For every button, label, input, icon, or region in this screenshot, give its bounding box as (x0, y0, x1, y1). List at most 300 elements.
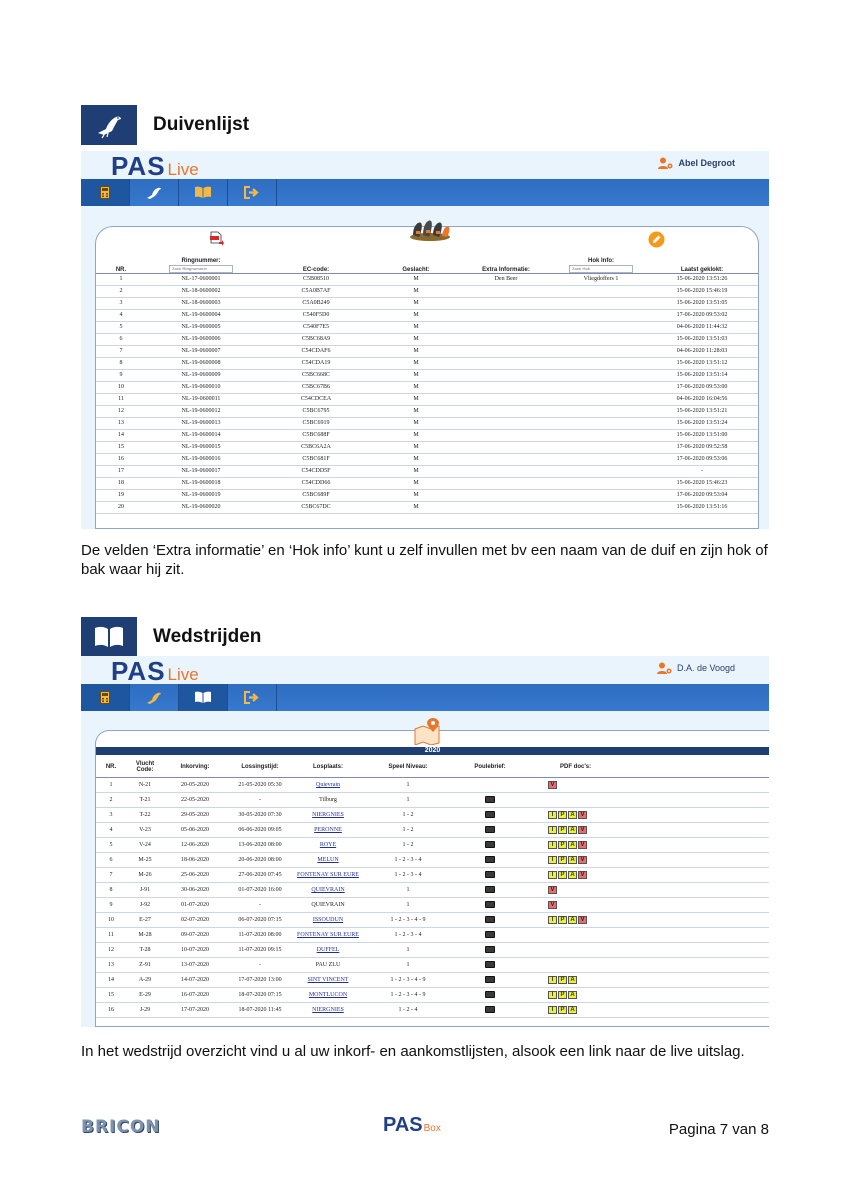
table-row[interactable] (96, 1002, 769, 1017)
col-poulebrief: Poulebrief: (454, 757, 526, 777)
col-last-clocked: Laatst geklokt: (646, 253, 758, 273)
cell-ec-code: C5BC668C (256, 369, 376, 381)
cell-last-clocked: 15-06-2020 13:51:21 (646, 405, 758, 417)
pdf-badge-p[interactable]: P (558, 826, 567, 834)
cell-inkorving: 22-05-2020 (164, 792, 226, 807)
cell-sex: M (376, 441, 456, 453)
poulebrief-icon[interactable] (485, 796, 495, 803)
cell-extra-info (456, 321, 556, 333)
cell-hok-info (556, 381, 646, 393)
col-hok-info: Hok Info: Zoek Hok (556, 253, 646, 273)
cell-pdf-docs (526, 927, 769, 942)
cell-pdf-docs (526, 777, 769, 792)
pdf-badge-a[interactable]: A (568, 856, 577, 864)
table-row[interactable] (96, 273, 758, 285)
pdf-badge-a[interactable]: A (568, 871, 577, 879)
pdf-badge-p[interactable]: P (558, 916, 567, 924)
cell-hok-info (556, 309, 646, 321)
table-row[interactable] (96, 927, 769, 942)
cell-losplaats[interactable]: NIERGNIES (294, 1002, 362, 1017)
cell-nr: 15 (96, 987, 126, 1002)
cell-sex: M (376, 369, 456, 381)
table-row[interactable] (96, 465, 758, 477)
open-book-icon (81, 617, 137, 657)
cell-speel-niveau: 1 - 2 - 3 - 4 - 9 (362, 987, 454, 1002)
pdf-badge-p[interactable]: P (558, 991, 567, 999)
cell-extra-info (456, 429, 556, 441)
table-header (96, 757, 769, 777)
cell-speel-niveau: 1 (362, 942, 454, 957)
cell-losplaats: PAU ZLU (294, 957, 362, 972)
cell-speel-niveau: 1 - 2 - 4 (362, 1002, 454, 1017)
user-settings-icon (658, 157, 672, 169)
cell-nr: 4 (96, 309, 146, 321)
cell-lossing: 06-07-2020 07:15 (226, 912, 294, 927)
pdf-badge-a[interactable]: A (568, 976, 577, 984)
cell-losplaats[interactable]: NIERGNIES (294, 807, 362, 822)
cell-speel-niveau: 1 - 2 - 3 - 4 - 9 (362, 912, 454, 927)
map-pin-icon (413, 717, 443, 745)
cell-sex: M (376, 345, 456, 357)
poulebrief-icon[interactable] (485, 946, 495, 953)
edit-icon[interactable] (648, 231, 665, 248)
cell-losplaats[interactable]: PERONNE (294, 822, 362, 837)
pdf-badge-i[interactable]: I (548, 1006, 557, 1014)
pdf-badge-v[interactable]: V (548, 901, 557, 909)
cell-sex: M (376, 321, 456, 333)
cell-poulebrief (454, 912, 526, 927)
cell-nr: 20 (96, 501, 146, 513)
cell-ec-code: C5BC6919 (256, 417, 376, 429)
wedstrijden-screenshot (81, 656, 769, 1027)
cell-poulebrief (454, 987, 526, 1002)
poulebrief-icon[interactable] (485, 931, 495, 938)
cell-speel-niveau: 1 - 2 (362, 837, 454, 852)
pdf-badge-p[interactable]: P (558, 841, 567, 849)
cell-nr: 9 (96, 897, 126, 912)
nav-pigeons[interactable] (130, 684, 179, 711)
cell-nr: 10 (96, 912, 126, 927)
nav-competitions[interactable] (179, 684, 228, 711)
cell-hok-info (556, 393, 646, 405)
cell-lossing: 11-07-2020 09:15 (226, 942, 294, 957)
cell-nr: 11 (96, 393, 146, 405)
cell-ring: NL-19-0600017 (146, 465, 256, 477)
table-row[interactable] (96, 957, 769, 972)
pdf-badge-v[interactable]: V (578, 811, 587, 819)
table-row[interactable] (96, 285, 758, 297)
poulebrief-icon[interactable] (485, 1006, 495, 1013)
pdf-badge-a[interactable]: A (568, 916, 577, 924)
logout-icon (244, 186, 260, 199)
cell-ec-code: C5BC688F (256, 429, 376, 441)
pdf-badge-p[interactable]: P (558, 871, 567, 879)
pdf-badge-a[interactable]: A (568, 991, 577, 999)
duivenlijst-paragraph: De velden ‘Extra informatie’ en ‘Hok info’ kunt u zelf invullen met bv een naam van de duif en zijn hok of bak waar hij zit. (81, 542, 768, 578)
cell-extra-info (456, 465, 556, 477)
table-row[interactable] (96, 429, 758, 441)
poulebrief-icon[interactable] (485, 871, 495, 878)
cell-flight-code: J-92 (126, 897, 164, 912)
cell-pdf-docs (526, 1002, 769, 1017)
user-account[interactable] (658, 157, 735, 169)
cell-inkorving: 13-07-2020 (164, 957, 226, 972)
col-extra-info: Extra Informatie: (456, 253, 556, 273)
pdf-badge-i[interactable]: I (548, 826, 557, 834)
cell-hok-info (556, 333, 646, 345)
cell-inkorving: 18-06-2020 (164, 852, 226, 867)
cell-ring: NL-18-0600002 (146, 285, 256, 297)
pigeon-list-card (95, 226, 759, 529)
cell-ring: NL-18-0600003 (146, 297, 256, 309)
table-row[interactable] (96, 822, 769, 837)
table-row[interactable] (96, 882, 769, 897)
pdf-badges (548, 841, 587, 849)
table-row[interactable] (96, 852, 769, 867)
cell-pdf-docs (526, 822, 769, 837)
poulebrief-icon[interactable] (485, 916, 495, 923)
cell-losplaats: Tilburg (294, 792, 362, 807)
pdf-badge-p[interactable]: P (558, 811, 567, 819)
table-row[interactable] (96, 777, 769, 792)
pdf-badge-a[interactable]: A (568, 811, 577, 819)
table-row[interactable] (96, 987, 769, 1002)
cell-hok-info (556, 345, 646, 357)
cell-last-clocked: 15-06-2020 13:51:05 (646, 297, 758, 309)
pdf-badge-i[interactable]: I (548, 916, 557, 924)
pdf-badge-i[interactable]: I (548, 991, 557, 999)
cell-last-clocked: 15-06-2020 13:51:24 (646, 417, 758, 429)
pdf-badges (548, 811, 587, 819)
cell-lossing: 01-07-2020 16:00 (226, 882, 294, 897)
cell-pdf-docs (526, 957, 769, 972)
cell-speel-niveau: 1 - 2 - 3 - 4 (362, 927, 454, 942)
pas-live-logo: PAS Live (111, 151, 199, 181)
cell-sex: M (376, 273, 456, 285)
poulebrief-icon[interactable] (485, 991, 495, 998)
cell-ec-code: C5BC67DC (256, 501, 376, 513)
poulebrief-icon[interactable] (485, 886, 495, 893)
cell-inkorving: 25-06-2020 (164, 867, 226, 882)
table-row[interactable] (96, 357, 758, 369)
cell-nr: 14 (96, 429, 146, 441)
table-row[interactable] (96, 297, 758, 309)
nav-pigeons[interactable] (130, 179, 179, 206)
cell-pdf-docs (526, 987, 769, 1002)
cell-losplaats[interactable]: DUFFEL (294, 942, 362, 957)
cell-lossing: 27-06-2020 07:45 (226, 867, 294, 882)
cell-inkorving: 01-07-2020 (164, 897, 226, 912)
cell-poulebrief (454, 942, 526, 957)
cell-ring: NL-19-0600018 (146, 477, 256, 489)
pdf-badge-p[interactable]: P (558, 856, 567, 864)
cell-lossing: 20-06-2020 08:00 (226, 852, 294, 867)
hok-search-input[interactable]: Zoek Hok (569, 265, 633, 273)
cell-pdf-docs (526, 792, 769, 807)
cell-ec-code: C5BC681F (256, 453, 376, 465)
cell-flight-code: M-26 (126, 867, 164, 882)
cell-lossing: 06-06-2020 09:05 (226, 822, 294, 837)
cell-lossing: 17-07-2020 13:00 (226, 972, 294, 987)
cell-nr: 2 (96, 792, 126, 807)
table-row[interactable] (96, 792, 769, 807)
cell-sex: M (376, 285, 456, 297)
pdf-badge-a[interactable]: A (568, 841, 577, 849)
cell-last-clocked: 17-06-2020 09:53:06 (646, 453, 758, 465)
cell-poulebrief (454, 822, 526, 837)
cell-nr: 12 (96, 942, 126, 957)
cell-ec-code: C5BC6795 (256, 405, 376, 417)
ring-search-input[interactable]: Zoek Ringnummer (169, 265, 233, 273)
page-number: Pagina 7 van 8 (668, 1121, 769, 1138)
cell-inkorving: 14-07-2020 (164, 972, 226, 987)
cell-losplaats[interactable]: MONTLUCON (294, 987, 362, 1002)
poulebrief-icon[interactable] (485, 826, 495, 833)
cell-poulebrief (454, 972, 526, 987)
cell-lossing: 11-07-2020 08:00 (226, 927, 294, 942)
table-row[interactable] (96, 807, 769, 822)
cell-flight-code: N-21 (126, 777, 164, 792)
pdf-badge-i[interactable]: I (548, 811, 557, 819)
competition-table-body (96, 777, 769, 1017)
cell-ec-code: C5BC6A2A (256, 441, 376, 453)
cell-losplaats[interactable]: FONTENAY SUR EURE (294, 867, 362, 882)
pdf-badge-i[interactable]: I (548, 841, 557, 849)
cell-losplaats[interactable]: ROYE (294, 837, 362, 852)
pdf-badge-i[interactable]: I (548, 976, 557, 984)
cell-nr: 18 (96, 477, 146, 489)
calculator-icon (100, 691, 110, 704)
cell-ec-code: C5BC68A9 (256, 333, 376, 345)
cell-ec-code: C54CDAF6 (256, 345, 376, 357)
cell-nr: 16 (96, 1002, 126, 1017)
table-row[interactable] (96, 417, 758, 429)
cell-extra-info (456, 345, 556, 357)
table-row[interactable] (96, 912, 769, 927)
section-title: Duivenlijst (153, 114, 250, 135)
pdf-badge-v[interactable]: V (578, 916, 587, 924)
cell-inkorving: 17-07-2020 (164, 1002, 226, 1017)
cell-losplaats[interactable]: ISSOUDUN (294, 912, 362, 927)
pdf-badge-v[interactable]: V (548, 886, 557, 894)
pdf-badge-p[interactable]: P (558, 1006, 567, 1014)
cell-ec-code: C540F7E5 (256, 321, 376, 333)
table-row[interactable] (96, 309, 758, 321)
cell-extra-info (456, 333, 556, 345)
cell-nr: 19 (96, 489, 146, 501)
col-nr: NR. (96, 253, 146, 273)
main-nav (81, 684, 769, 711)
cell-ring: NL-19-0600019 (146, 489, 256, 501)
bricon-logo: BRICON (81, 1117, 161, 1137)
user-name: D.A. de Voogd (676, 663, 735, 673)
cell-inkorving: 09-07-2020 (164, 927, 226, 942)
cell-ring: NL-19-0600014 (146, 429, 256, 441)
pdf-badge-v[interactable]: V (578, 856, 587, 864)
table-row[interactable] (96, 381, 758, 393)
col-losplaats: Losplaats: (294, 757, 362, 777)
cell-speel-niveau: 1 - 2 - 3 - 4 (362, 852, 454, 867)
cell-last-clocked: 15-06-2020 13:51:00 (646, 429, 758, 441)
cell-flight-code: M-28 (126, 927, 164, 942)
nav-logout[interactable] (228, 179, 277, 206)
poulebrief-icon[interactable] (485, 961, 495, 968)
pdf-badge-a[interactable]: A (568, 1006, 577, 1014)
cell-ring: NL-19-0600013 (146, 417, 256, 429)
nav-competitions[interactable] (179, 179, 228, 206)
cell-pdf-docs (526, 882, 769, 897)
table-row[interactable] (96, 837, 769, 852)
cell-flight-code: E-27 (126, 912, 164, 927)
table-row[interactable] (96, 453, 758, 465)
main-nav (81, 179, 769, 206)
cell-poulebrief (454, 882, 526, 897)
nav-logout[interactable] (228, 684, 277, 711)
pdf-badge-v[interactable]: V (578, 871, 587, 879)
col-pdf-docs: PDF doc's: (526, 757, 769, 777)
pdf-badge-i[interactable]: I (548, 871, 557, 879)
cell-hok-info (556, 297, 646, 309)
cell-ec-code: C5A0B249 (256, 297, 376, 309)
cell-extra-info (456, 297, 556, 309)
nav-calculator[interactable] (81, 684, 130, 711)
pdf-badges (548, 901, 557, 909)
book-icon (194, 691, 212, 704)
pdf-export-icon[interactable] (209, 231, 224, 247)
table-row[interactable] (96, 942, 769, 957)
table-row[interactable] (96, 321, 758, 333)
pas-live-logo: PAS Live (111, 656, 199, 686)
col-sex: Geslacht: (376, 253, 456, 273)
pdf-badge-p[interactable]: P (558, 976, 567, 984)
cell-hok-info (556, 501, 646, 513)
cell-hok-info (556, 465, 646, 477)
cell-pdf-docs (526, 912, 769, 927)
cell-hok-info (556, 429, 646, 441)
pdf-badges (548, 826, 587, 834)
cell-flight-code: T-21 (126, 792, 164, 807)
table-row[interactable] (96, 867, 769, 882)
cell-inkorving: 12-06-2020 (164, 837, 226, 852)
poulebrief-icon[interactable] (485, 841, 495, 848)
poulebrief-icon[interactable] (485, 856, 495, 863)
table-row[interactable] (96, 489, 758, 501)
cell-pdf-docs (526, 897, 769, 912)
cell-hok-info: Vliegdoffers 1 (556, 273, 646, 285)
pigeon-icon (81, 105, 137, 145)
cell-nr: 5 (96, 837, 126, 852)
cell-losplaats[interactable]: QUIEVRAIN (294, 882, 362, 897)
cell-flight-code: M-25 (126, 852, 164, 867)
table-row[interactable] (96, 477, 758, 489)
table-row[interactable] (96, 405, 758, 417)
pdf-badges (548, 976, 577, 984)
cell-speel-niveau: 1 (362, 957, 454, 972)
table-row[interactable] (96, 897, 769, 912)
table-row[interactable] (96, 333, 758, 345)
cell-losplaats[interactable]: FONTENAY SUR EURE (294, 927, 362, 942)
table-row[interactable] (96, 501, 758, 513)
cell-sex: M (376, 393, 456, 405)
cell-speel-niveau: 1 - 2 (362, 822, 454, 837)
col-ring: Ringnummer: Zoek Ringnummer (146, 253, 256, 273)
cell-nr: 1 (96, 777, 126, 792)
cell-ring: NL-19-0600010 (146, 381, 256, 393)
poulebrief-icon[interactable] (485, 901, 495, 908)
poulebrief-icon[interactable] (485, 811, 495, 818)
pdf-badges (548, 781, 557, 789)
cell-ring: NL-19-0600011 (146, 393, 256, 405)
cell-inkorving: 10-07-2020 (164, 942, 226, 957)
cell-poulebrief (454, 897, 526, 912)
pdf-badge-v[interactable]: V (578, 841, 587, 849)
col-lossing: Lossingstijd: (226, 757, 294, 777)
app-header (81, 151, 769, 179)
pdf-badges (548, 856, 587, 864)
cell-losplaats[interactable]: Quievrain (294, 777, 362, 792)
cell-ring: NL-19-0600007 (146, 345, 256, 357)
user-settings-icon (657, 662, 671, 674)
pdf-badge-v[interactable]: V (578, 826, 587, 834)
cell-extra-info (456, 501, 556, 513)
col-ec-code: EC-code: (256, 253, 376, 273)
table-row[interactable] (96, 393, 758, 405)
cell-ring: NL-19-0600012 (146, 405, 256, 417)
cell-lossing: - (226, 897, 294, 912)
table-row[interactable] (96, 441, 758, 453)
cell-last-clocked: 15-06-2020 15:46:23 (646, 477, 758, 489)
cell-nr: 3 (96, 297, 146, 309)
nav-calculator[interactable] (81, 179, 130, 206)
pdf-badge-v[interactable]: V (548, 781, 557, 789)
cell-sex: M (376, 381, 456, 393)
poulebrief-icon[interactable] (485, 976, 495, 983)
pdf-badges (548, 991, 577, 999)
cell-sex: M (376, 429, 456, 441)
cell-ec-code: C54CDA19 (256, 357, 376, 369)
cell-nr: 12 (96, 405, 146, 417)
pigeon-table-body (96, 273, 758, 513)
cell-speel-niveau: 1 (362, 777, 454, 792)
table-row[interactable] (96, 345, 758, 357)
section-title: Wedstrijden (153, 626, 262, 647)
cell-last-clocked: 17-06-2020 09:53:04 (646, 489, 758, 501)
cell-poulebrief (454, 1002, 526, 1017)
cell-nr: 17 (96, 465, 146, 477)
cell-poulebrief (454, 837, 526, 852)
cell-nr: 16 (96, 453, 146, 465)
cell-extra-info (456, 393, 556, 405)
cell-losplaats[interactable]: MELUN (294, 852, 362, 867)
cell-nr: 7 (96, 345, 146, 357)
cell-speel-niveau: 1 (362, 897, 454, 912)
pdf-badge-i[interactable]: I (548, 856, 557, 864)
cell-speel-niveau: 1 (362, 792, 454, 807)
cell-nr: 7 (96, 867, 126, 882)
table-row[interactable] (96, 369, 758, 381)
cell-losplaats[interactable]: SINT VINCENT (294, 972, 362, 987)
cell-sex: M (376, 297, 456, 309)
user-account[interactable] (657, 662, 735, 674)
pdf-badge-a[interactable]: A (568, 826, 577, 834)
cell-nr: 4 (96, 822, 126, 837)
cell-last-clocked: 15-06-2020 13:51:14 (646, 369, 758, 381)
table-row[interactable] (96, 972, 769, 987)
cell-inkorving: 05-06-2020 (164, 822, 226, 837)
cell-ring: NL-19-0600005 (146, 321, 256, 333)
cell-hok-info (556, 489, 646, 501)
cell-flight-code: V-24 (126, 837, 164, 852)
